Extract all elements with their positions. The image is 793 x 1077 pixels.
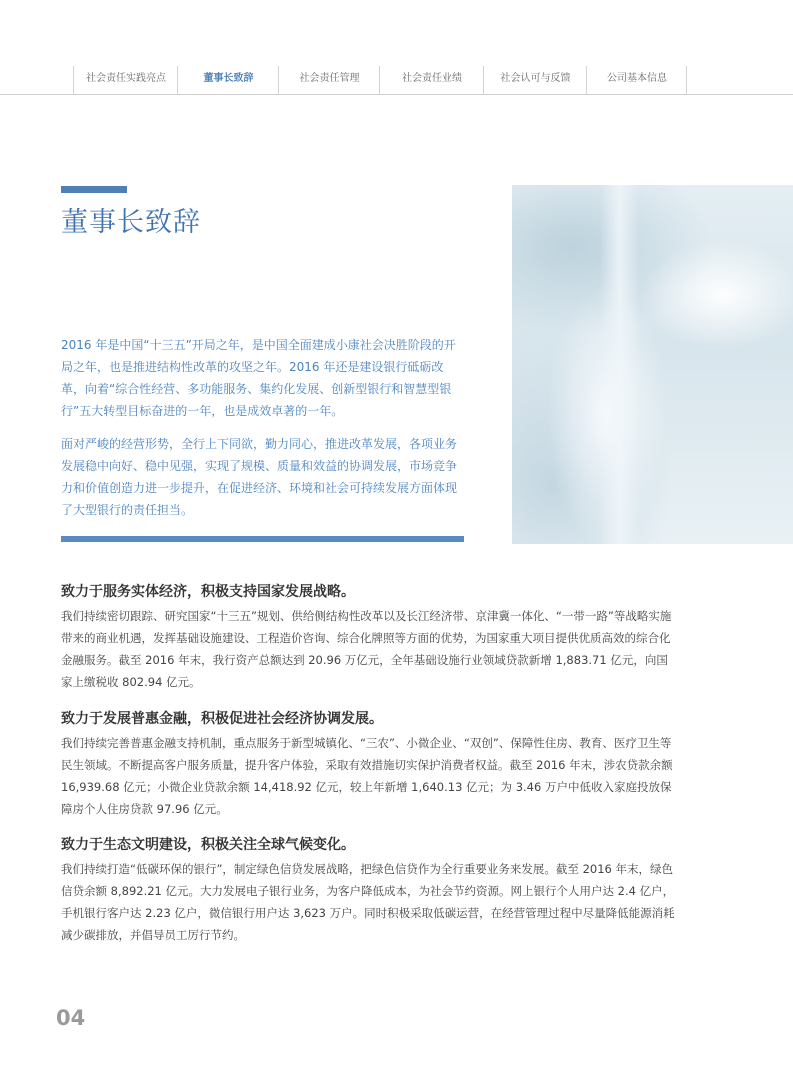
page-number: 04 [56, 1006, 86, 1030]
section-heading-ecological: 致力于生态文明建设，积极关注全球气候变化。 [61, 837, 355, 853]
intro-divider-bar [61, 536, 464, 542]
nav-tab-csr-performance[interactable]: 社会责任业绩 [379, 66, 484, 94]
photo-light-column [600, 185, 640, 544]
nav-tab-chairman-statement[interactable]: 董事长致辞 [177, 66, 279, 94]
top-navigation [0, 66, 793, 95]
decorative-photo [512, 185, 793, 544]
intro-paragraph-1: 2016 年是中国“十三五”开局之年，是中国全面建成小康社会决胜阶段的开局之年，也是推进结构性改革的攻坚之年。2016 年还是建设银行砥砺改革，向着“综合性经营、多功能服务、集约化发展、创新型银行和智慧型银行”五大转型目标奋进的一年，也是成效卓著的一年。 [61, 338, 456, 418]
nav-tab-recognition-feedback[interactable]: 社会认可与反馈 [483, 66, 587, 94]
nav-tab-csr-highlights[interactable]: 社会责任实践亮点 [73, 66, 178, 94]
page-title: 董事长致辞 [61, 207, 201, 238]
section-body-real-economy: 我们持续密切跟踪、研究国家“十三五”规划、供给侧结构性改革以及长江经济带、京津冀一体化、“一带一路”等战略实施带来的商业机遇，发挥基础设施建设、工程造价咨询、综合化牌照等方面的优势，为国家重大项目提供优质高效的综合化金融服务。截至 2016 年末，我行资产总额达到 20.96 万亿元，全年基础设施行业领域贷款新增 1,883.71 亿元，向国家上缴税收 802.94 亿元。 [61, 609, 672, 689]
intro-paragraph-2: 面对严峻的经营形势，全行上下同欲，勤力同心，推进改革发展，各项业务发展稳中向好、稳中见强，实现了规模、质量和效益的协调发展，市场竞争力和价值创造力进一步提升，在促进经济、环境和社会可持续发展方面体现了大型银行的责任担当。 [61, 437, 458, 517]
section-heading-inclusive-finance: 致力于发展普惠金融，积极促进社会经济协调发展。 [61, 711, 383, 727]
section-body-inclusive-finance: 我们持续完善普惠金融支持机制，重点服务于新型城镇化、“三农”、小微企业、“双创”、保障性住房、教育、医疗卫生等民生领域。不断提高客户服务质量，提升客户体验，采取有效措施切实保护消费者权益。截至 2016 年末，涉农贷款余额 16,939.68 亿元；小微企业贷款余额 14,418.92 亿元，较上年新增 1,640.13 亿元；为 3.46 万户中低收入家庭投放保障房个人住房贷款 97.96 亿元。 [61, 736, 673, 816]
nav-tab-company-info[interactable]: 公司基本信息 [586, 66, 687, 94]
section-body-ecological: 我们持续打造“低碳环保的银行”，制定绿色信贷发展战略，把绿色信贷作为全行重要业务来发展。截至 2016 年末，绿色信贷余额 8,892.21 亿元。大力发展电子银行业务，为客户降低成本，为社会节约资源。网上银行个人用户达 2.4 亿户，手机银行客户达 2.23 亿户，微信银行用户达 3,623 万户。同时积极采取低碳运营，在经营管理过程中尽量降低能源消耗减少碳排放，并倡导员工厉行节约。 [61, 862, 675, 942]
section-heading-real-economy: 致力于服务实体经济，积极支持国家发展战略。 [61, 584, 355, 600]
title-accent-bar [61, 186, 127, 193]
nav-tab-csr-management[interactable]: 社会责任管理 [278, 66, 380, 94]
nav-divider [686, 66, 687, 94]
